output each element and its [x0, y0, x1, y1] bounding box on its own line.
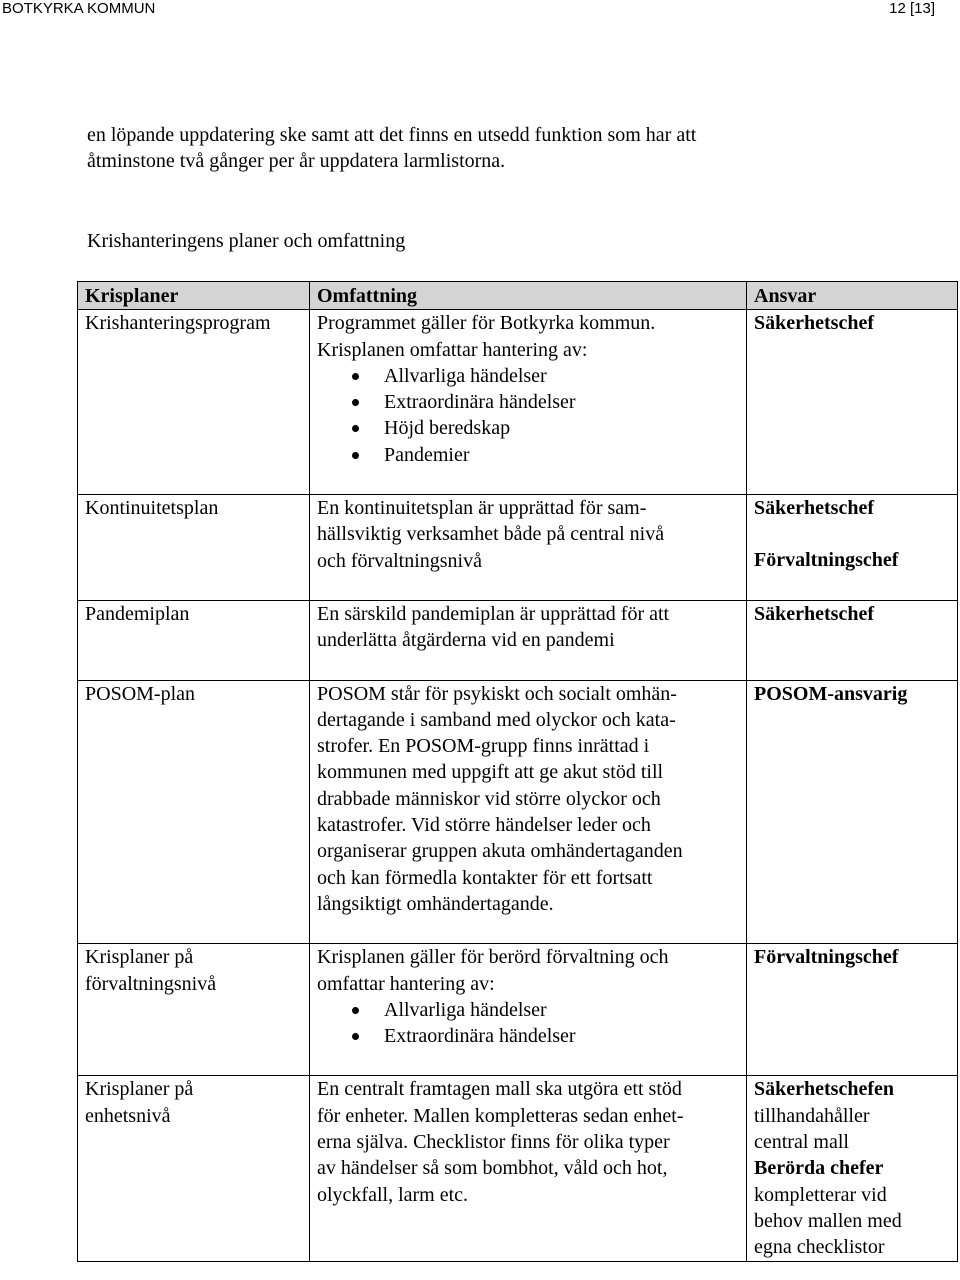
scope-line: Krisplanen omfattar hantering av:	[317, 338, 588, 361]
responsible-line: Berörda chefer	[754, 1157, 884, 1180]
scope-line: drabbade människor vid större olyckor och	[317, 787, 661, 810]
responsible-line: kompletterar vid	[754, 1183, 887, 1206]
plan-name-line: förvaltningsnivå	[85, 972, 217, 995]
plan-scope	[310, 600, 747, 680]
plan-name: Krishanteringsprogram	[78, 310, 310, 495]
responsible-line: Säkerhetschefen	[754, 1078, 894, 1101]
plan-name-line: Krisplaner på	[85, 1078, 194, 1101]
bullet-item: Pandemier	[317, 442, 746, 468]
responsible-line: Förvaltningschef	[754, 549, 899, 572]
page-header	[0, 0, 960, 22]
plan-name: Pandemiplan	[78, 600, 310, 680]
bullet-item: Höjd beredskap	[317, 415, 746, 441]
scope-line: Programmet gäller för Botkyrka kommun.	[317, 312, 656, 335]
bullet-item: Allvarliga händelser	[317, 997, 746, 1023]
scope-line: Krisplanen gäller för berörd förvaltning och	[317, 946, 669, 969]
table-row	[78, 1076, 958, 1261]
plan-scope	[310, 1076, 747, 1261]
scope-line: långsiktigt omhändertagande.	[317, 892, 554, 915]
intro-line: åtminstone två gånger per år uppdatera larmlistorna.	[87, 150, 506, 172]
responsible-line: Förvaltningschef	[754, 946, 899, 969]
plan-responsible	[747, 680, 958, 944]
scope-line: och kan förmedla kontakter för ett fortsatt	[317, 866, 653, 889]
plan-responsible	[747, 944, 958, 1076]
scope-line: erna själva. Checklistor finns för olika typer	[317, 1131, 670, 1154]
bullet-item: Extraordinära händelser	[317, 1023, 746, 1049]
scope-line: för enheter. Mallen kompletteras sedan enhet-	[317, 1104, 684, 1127]
scope-line: av händelser så som bombhot, våld och hot,	[317, 1157, 668, 1180]
scope-line: strofer. En POSOM-grupp finns inrättad i	[317, 735, 650, 758]
scope-line: En centralt framtagen mall ska utgöra ett stöd	[317, 1078, 682, 1101]
bullet-item: Allvarliga händelser	[317, 363, 746, 389]
scope-line: En kontinuitetsplan är upprättad för sam-	[317, 497, 647, 520]
page-number: 12 [13]	[889, 0, 935, 17]
scope-line: och förvaltningsnivå	[317, 549, 482, 572]
responsible-line: Säkerhetschef	[754, 602, 874, 625]
plan-name	[78, 944, 310, 1076]
responsible-line: behov mallen med	[754, 1209, 902, 1232]
scope-line: kommunen med uppgift att ge akut stöd till	[317, 761, 664, 784]
plan-scope	[310, 944, 747, 1076]
responsible-line: central mall	[754, 1131, 849, 1154]
organization-name: BOTKYRKA KOMMUN	[2, 0, 156, 17]
scope-line: dertagande i samband med olyckor och kata-	[317, 708, 676, 731]
plan-responsible	[747, 495, 958, 601]
plan-name: POSOM-plan	[78, 680, 310, 944]
table-row	[78, 310, 958, 495]
bullet-item: Extraordinära händelser	[317, 389, 746, 415]
column-header-scope: Omfattning	[310, 282, 747, 310]
section-title: Krishanteringens planer och omfattning	[87, 230, 406, 252]
responsible-line: Säkerhetschef	[754, 497, 874, 520]
responsible-line: POSOM-ansvarig	[754, 682, 908, 705]
table-row	[78, 680, 958, 944]
scope-line: hällsviktig verksamhet både på central nivå	[317, 523, 665, 546]
scope-line: En särskild pandemiplan är upprättad för att	[317, 602, 670, 625]
table-row	[78, 944, 958, 1076]
responsible-line: egna checklistor	[754, 1236, 885, 1259]
intro-line: en löpande uppdatering ske samt att det finns en utsedd funktion som har att	[87, 124, 697, 146]
plan-name	[78, 1076, 310, 1261]
scope-line: organiserar gruppen akuta omhändertaganden	[317, 840, 683, 863]
plan-scope	[310, 310, 747, 495]
responsible-line: tillhandahåller	[754, 1104, 870, 1127]
scope-line: underlätta åtgärderna vid en pandemi	[317, 629, 615, 652]
table-row	[78, 600, 958, 680]
plan-responsible	[747, 310, 958, 495]
plan-name-line: Krisplaner på	[85, 946, 194, 969]
responsible-line: Säkerhetschef	[754, 312, 874, 335]
plan-responsible	[747, 600, 958, 680]
scope-line: olyckfall, larm etc.	[317, 1183, 469, 1206]
intro-paragraph	[87, 122, 887, 174]
plan-name: Kontinuitetsplan	[78, 495, 310, 601]
plan-scope	[310, 495, 747, 601]
plan-responsible	[747, 1076, 958, 1261]
scope-line: POSOM står för psykiskt och socialt omhän-	[317, 682, 677, 705]
table-row	[78, 495, 958, 601]
plan-name-line: enhetsnivå	[85, 1104, 171, 1127]
table-header-row	[78, 282, 958, 310]
scope-line: omfattar hantering av:	[317, 972, 495, 995]
plan-scope	[310, 680, 747, 944]
column-header-responsible: Ansvar	[747, 282, 958, 310]
crisis-plans-table	[77, 281, 958, 1262]
scope-bullet-list	[317, 997, 746, 1050]
column-header-plans: Krisplaner	[78, 282, 310, 310]
scope-line: katastrofer. Vid större händelser leder och	[317, 814, 651, 837]
scope-bullet-list	[317, 363, 746, 468]
